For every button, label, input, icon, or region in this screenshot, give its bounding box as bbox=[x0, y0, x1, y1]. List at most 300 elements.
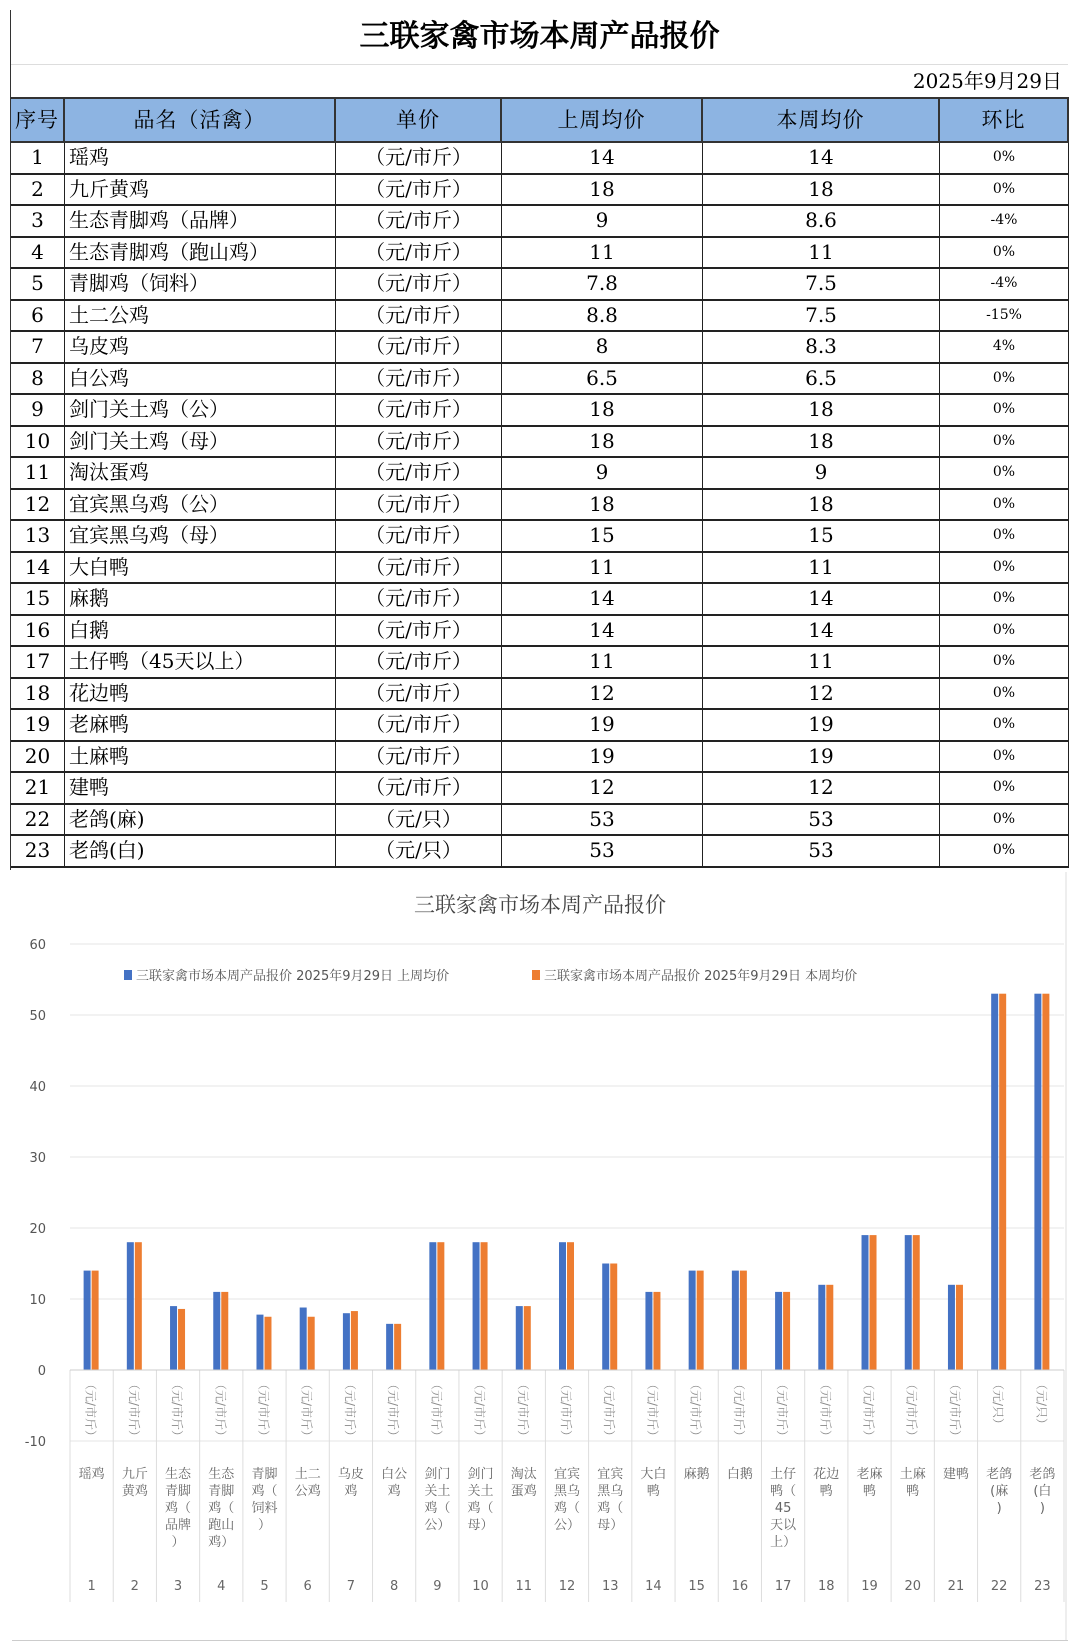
table-cell: 14 bbox=[502, 143, 703, 173]
table-cell: 0% bbox=[940, 773, 1069, 803]
y-tick-label: -10 bbox=[24, 1435, 46, 1450]
table-row bbox=[11, 521, 1069, 553]
table-cell: 麻鹅 bbox=[65, 584, 336, 614]
table-row bbox=[11, 805, 1069, 837]
category-label: 白公鸡 bbox=[381, 1467, 408, 1499]
table-row bbox=[11, 364, 1069, 396]
column-header: 本周均价 bbox=[703, 99, 940, 141]
bar-last-week bbox=[905, 1235, 912, 1370]
category-index: 14 bbox=[645, 1579, 662, 1594]
table-cell: 16 bbox=[11, 616, 65, 646]
table-cell: 15 bbox=[703, 521, 940, 551]
bar-this-week bbox=[870, 1235, 877, 1370]
table-cell: （元/只） bbox=[336, 836, 502, 866]
column-header: 序号 bbox=[11, 99, 65, 141]
column-header: 上周均价 bbox=[502, 99, 703, 141]
unit-label: （元/市斤） bbox=[775, 1378, 790, 1443]
bar-this-week bbox=[913, 1235, 920, 1370]
category-label: 剑门关土鸡（母） bbox=[467, 1467, 494, 1533]
bar-this-week bbox=[178, 1309, 185, 1370]
table-row bbox=[11, 679, 1069, 711]
unit-label: （元/市斤） bbox=[170, 1378, 185, 1443]
y-tick-label: 20 bbox=[29, 1222, 46, 1237]
table-cell: 11 bbox=[703, 647, 940, 677]
unit-label: （元/市斤） bbox=[386, 1378, 401, 1443]
unit-label: （元/市斤） bbox=[429, 1378, 444, 1443]
table-cell: 53 bbox=[703, 805, 940, 835]
bar-this-week bbox=[610, 1264, 617, 1371]
table-cell: -4% bbox=[940, 206, 1069, 236]
table-cell: （元/市斤） bbox=[336, 742, 502, 772]
bar-last-week bbox=[602, 1264, 609, 1371]
bar-this-week bbox=[783, 1292, 790, 1370]
table-row bbox=[11, 332, 1069, 364]
category-label: 麻鹅 bbox=[683, 1467, 710, 1482]
table-cell: 0% bbox=[940, 143, 1069, 173]
table-cell: 11 bbox=[703, 238, 940, 268]
bar-this-week bbox=[567, 1242, 574, 1370]
table-cell: 0% bbox=[940, 521, 1069, 551]
table-cell: 18 bbox=[703, 490, 940, 520]
category-index: 18 bbox=[818, 1579, 835, 1594]
table-row bbox=[11, 206, 1069, 238]
bar-last-week bbox=[1034, 994, 1041, 1370]
bar-this-week bbox=[351, 1311, 358, 1370]
category-index: 4 bbox=[217, 1579, 226, 1594]
category-index: 6 bbox=[303, 1579, 312, 1594]
table-cell: 14 bbox=[703, 616, 940, 646]
bar-last-week bbox=[170, 1306, 177, 1370]
category-label: 宜宾黑乌鸡（公） bbox=[553, 1467, 581, 1533]
table-cell: 9 bbox=[502, 458, 703, 488]
bar-this-week bbox=[308, 1317, 315, 1370]
table-cell: 17 bbox=[11, 647, 65, 677]
category-label: 剑门关土鸡（公） bbox=[424, 1467, 451, 1533]
table-row bbox=[11, 458, 1069, 490]
table-cell: 0% bbox=[940, 805, 1069, 835]
category-index: 7 bbox=[346, 1579, 356, 1594]
table-cell: 大白鸭 bbox=[65, 553, 336, 583]
table-cell: （元/只） bbox=[336, 805, 502, 835]
category-index: 19 bbox=[861, 1579, 878, 1594]
category-label: 淘汰蛋鸡 bbox=[510, 1467, 537, 1499]
table-cell: 1 bbox=[11, 143, 65, 173]
table-cell: （元/市斤） bbox=[336, 206, 502, 236]
table-cell: 9 bbox=[11, 395, 65, 425]
table-cell: 19 bbox=[502, 710, 703, 740]
table-cell: 3 bbox=[11, 206, 65, 236]
table-cell: 18 bbox=[11, 679, 65, 709]
category-index: 22 bbox=[990, 1579, 1008, 1594]
bar-last-week bbox=[862, 1235, 869, 1370]
table-cell: 11 bbox=[703, 553, 940, 583]
y-tick-label: 30 bbox=[29, 1151, 46, 1166]
unit-label: （元/市斤） bbox=[602, 1378, 617, 1443]
table-cell: 13 bbox=[11, 521, 65, 551]
table-cell: 生态青脚鸡（品牌） bbox=[65, 206, 336, 236]
table-cell: 0% bbox=[940, 836, 1069, 866]
table-cell: 12 bbox=[502, 773, 703, 803]
bar-this-week bbox=[92, 1271, 99, 1370]
legend-swatch bbox=[532, 970, 540, 980]
table-cell: （元/市斤） bbox=[336, 175, 502, 205]
table-cell: 10 bbox=[11, 427, 65, 457]
bar-this-week bbox=[740, 1271, 747, 1370]
table-cell: -4% bbox=[940, 269, 1069, 299]
column-header: 环比 bbox=[940, 99, 1069, 141]
table-row bbox=[11, 175, 1069, 207]
table-cell: 剑门关土鸡（母） bbox=[65, 427, 336, 457]
table-cell: 18 bbox=[502, 395, 703, 425]
table-cell: 6.5 bbox=[502, 364, 703, 394]
table-row bbox=[11, 395, 1069, 427]
bar-this-week bbox=[956, 1285, 963, 1370]
table-cell: 11 bbox=[502, 647, 703, 677]
table-cell: 0% bbox=[940, 490, 1069, 520]
table-cell: 0% bbox=[940, 427, 1069, 457]
table-cell: 0% bbox=[940, 616, 1069, 646]
unit-label: （元/市斤） bbox=[83, 1378, 98, 1443]
category-label: 九斤黄鸡 bbox=[121, 1467, 148, 1499]
y-tick-label: 60 bbox=[29, 938, 46, 953]
table-cell: 花边鸭 bbox=[65, 679, 336, 709]
bar-last-week bbox=[386, 1324, 393, 1370]
category-label: 乌皮鸡 bbox=[337, 1467, 364, 1499]
table-row bbox=[11, 773, 1069, 805]
table-cell: 0% bbox=[940, 175, 1069, 205]
table-cell: 9 bbox=[502, 206, 703, 236]
table-cell: 11 bbox=[502, 238, 703, 268]
category-index: 21 bbox=[947, 1579, 965, 1594]
table-cell: 淘汰蛋鸡 bbox=[65, 458, 336, 488]
unit-label: （元/只） bbox=[1034, 1378, 1049, 1431]
table-cell: 7 bbox=[11, 332, 65, 362]
y-tick-label: 50 bbox=[29, 1009, 46, 1024]
bar-last-week bbox=[213, 1292, 220, 1370]
bar-this-week bbox=[999, 994, 1006, 1370]
y-tick-label: 0 bbox=[37, 1364, 46, 1379]
category-index: 15 bbox=[688, 1579, 705, 1594]
table-cell: （元/市斤） bbox=[336, 616, 502, 646]
category-index: 13 bbox=[601, 1579, 619, 1594]
sheet-date: 2025年9月29日 bbox=[912, 69, 1062, 93]
table-cell: 8.3 bbox=[703, 332, 940, 362]
table-cell: 23 bbox=[11, 836, 65, 866]
table-cell: （元/市斤） bbox=[336, 553, 502, 583]
table-cell: （元/市斤） bbox=[336, 584, 502, 614]
table-row bbox=[11, 584, 1069, 616]
bar-last-week bbox=[429, 1242, 436, 1370]
bar-last-week bbox=[559, 1242, 566, 1370]
category-label: 花边鸭 bbox=[813, 1467, 840, 1499]
bar-last-week bbox=[775, 1292, 782, 1370]
table-cell: 0% bbox=[940, 395, 1069, 425]
unit-label: （元/市斤） bbox=[818, 1378, 833, 1443]
table-row bbox=[11, 710, 1069, 742]
bar-last-week bbox=[300, 1308, 307, 1370]
unit-label: （元/只） bbox=[991, 1378, 1006, 1431]
table-cell: 白公鸡 bbox=[65, 364, 336, 394]
table-row bbox=[11, 490, 1069, 522]
table-cell: 19 bbox=[11, 710, 65, 740]
table-cell: 乌皮鸡 bbox=[65, 332, 336, 362]
unit-label: （元/市斤） bbox=[559, 1378, 573, 1443]
table-cell: 15 bbox=[11, 584, 65, 614]
unit-label: （元/市斤） bbox=[472, 1378, 487, 1443]
y-tick-label: 40 bbox=[29, 1080, 46, 1095]
table-cell: 老鸽(白) bbox=[65, 836, 336, 866]
table-row bbox=[11, 836, 1069, 868]
category-label: 白鹅 bbox=[726, 1467, 753, 1482]
table-cell: （元/市斤） bbox=[336, 427, 502, 457]
unit-label: （元/市斤） bbox=[731, 1378, 746, 1443]
table-cell: 剑门关土鸡（公） bbox=[65, 395, 336, 425]
table-cell: 8.6 bbox=[703, 206, 940, 236]
table-cell: 4 bbox=[11, 238, 65, 268]
table-cell: -15% bbox=[940, 301, 1069, 331]
table-cell: 0% bbox=[940, 742, 1069, 772]
table-cell: 7.8 bbox=[502, 269, 703, 299]
table-cell: 0% bbox=[940, 647, 1069, 677]
table-header-row bbox=[11, 97, 1069, 143]
table-row bbox=[11, 238, 1069, 270]
unit-label: （元/市斤） bbox=[126, 1378, 141, 1443]
unit-label: （元/市斤） bbox=[861, 1378, 876, 1443]
bar-this-week bbox=[524, 1306, 531, 1370]
category-index: 2 bbox=[130, 1579, 139, 1594]
unit-label: （元/市斤） bbox=[645, 1378, 660, 1443]
bar-last-week bbox=[516, 1306, 523, 1370]
table-cell: 11 bbox=[11, 458, 65, 488]
table-row bbox=[11, 427, 1069, 459]
table-cell: 0% bbox=[940, 458, 1069, 488]
table-cell: 7.5 bbox=[703, 269, 940, 299]
table-cell: 生态青脚鸡（跑山鸡） bbox=[65, 238, 336, 268]
table-row bbox=[11, 301, 1069, 333]
bar-last-week bbox=[991, 994, 998, 1370]
category-label: 生态青脚鸡（跑山鸡） bbox=[208, 1467, 235, 1550]
bar-last-week bbox=[818, 1285, 825, 1370]
table-cell: 0% bbox=[940, 679, 1069, 709]
table-cell: （元/市斤） bbox=[336, 143, 502, 173]
column-header: 单价 bbox=[336, 99, 502, 141]
table-cell: 0% bbox=[940, 238, 1069, 268]
table-cell: （元/市斤） bbox=[336, 332, 502, 362]
column-header: 品名（活禽） bbox=[65, 99, 336, 141]
unit-label: （元/市斤） bbox=[299, 1378, 314, 1443]
category-index: 3 bbox=[173, 1579, 183, 1594]
bar-this-week bbox=[394, 1324, 401, 1370]
category-index: 12 bbox=[558, 1579, 576, 1594]
table-row bbox=[11, 143, 1069, 175]
table-cell: 9 bbox=[703, 458, 940, 488]
category-label: 土麻鸭 bbox=[899, 1467, 926, 1499]
table-cell: 土仔鸭（45天以上） bbox=[65, 647, 336, 677]
table-cell: 14 bbox=[11, 553, 65, 583]
unit-label: （元/市斤） bbox=[342, 1378, 357, 1443]
table-cell: 5 bbox=[11, 269, 65, 299]
table-cell: （元/市斤） bbox=[336, 364, 502, 394]
legend-label: 三联家禽市场本周产品报价 2025年9月29日 本周均价 bbox=[544, 969, 858, 984]
table-cell: 21 bbox=[11, 773, 65, 803]
table-cell: 15 bbox=[502, 521, 703, 551]
category-index: 11 bbox=[515, 1579, 533, 1594]
table-cell: （元/市斤） bbox=[336, 269, 502, 299]
table-cell: 0% bbox=[940, 710, 1069, 740]
category-index: 8 bbox=[389, 1579, 399, 1594]
category-label: 生态青脚鸡（品牌） bbox=[165, 1467, 192, 1550]
table-cell: 12 bbox=[703, 679, 940, 709]
table-cell: （元/市斤） bbox=[336, 490, 502, 520]
bar-last-week bbox=[84, 1271, 91, 1370]
table-cell: 11 bbox=[502, 553, 703, 583]
table-cell: 8 bbox=[502, 332, 703, 362]
table-cell: 7.5 bbox=[703, 301, 940, 331]
unit-label: （元/市斤） bbox=[213, 1378, 228, 1443]
table-cell: 8.8 bbox=[502, 301, 703, 331]
table-cell: 12 bbox=[502, 679, 703, 709]
table-cell: 14 bbox=[502, 584, 703, 614]
table-cell: 53 bbox=[502, 805, 703, 835]
bar-this-week bbox=[221, 1292, 228, 1370]
bar-this-week bbox=[826, 1285, 833, 1370]
table-row bbox=[11, 647, 1069, 679]
unit-label: （元/市斤） bbox=[688, 1378, 703, 1443]
unit-label: （元/市斤） bbox=[256, 1378, 271, 1443]
table-cell: 22 bbox=[11, 805, 65, 835]
bar-last-week bbox=[343, 1313, 350, 1370]
category-label: 老鸽(白) bbox=[1029, 1467, 1056, 1516]
category-label: 瑶鸡 bbox=[78, 1467, 105, 1482]
category-index: 20 bbox=[904, 1579, 922, 1594]
category-label: 大白鸭 bbox=[640, 1467, 667, 1499]
table-cell: （元/市斤） bbox=[336, 521, 502, 551]
table-cell: 土麻鸭 bbox=[65, 742, 336, 772]
bar-last-week bbox=[473, 1242, 480, 1370]
bar-last-week bbox=[732, 1271, 739, 1370]
table-cell: 白鹅 bbox=[65, 616, 336, 646]
bar-this-week bbox=[135, 1242, 142, 1370]
legend-swatch bbox=[124, 970, 132, 980]
chart-title: 三联家禽市场本周产品报价 bbox=[414, 893, 666, 917]
table-cell: 0% bbox=[940, 364, 1069, 394]
category-label: 青脚鸡（饲料） bbox=[251, 1467, 278, 1533]
table-cell: （元/市斤） bbox=[336, 238, 502, 268]
bar-last-week bbox=[256, 1315, 263, 1370]
table-cell: 6 bbox=[11, 301, 65, 331]
table-cell: 宜宾黑乌鸡（母） bbox=[65, 521, 336, 551]
bar-this-week bbox=[697, 1271, 704, 1370]
table-cell: （元/市斤） bbox=[336, 301, 502, 331]
table-cell: 0% bbox=[940, 584, 1069, 614]
price-chart bbox=[12, 872, 1068, 1641]
table-cell: 老鸽(麻) bbox=[65, 805, 336, 835]
table-cell: 14 bbox=[703, 143, 940, 173]
table-cell: 14 bbox=[502, 616, 703, 646]
table-cell: 宜宾黑乌鸡（公） bbox=[65, 490, 336, 520]
category-label: 土仔鸭（ 45 天以上） bbox=[770, 1467, 797, 1550]
table-cell: （元/市斤） bbox=[336, 679, 502, 709]
table-cell: 4% bbox=[940, 332, 1069, 362]
table-cell: 18 bbox=[703, 395, 940, 425]
table-cell: 12 bbox=[11, 490, 65, 520]
table-row bbox=[11, 742, 1069, 774]
table-cell: 53 bbox=[502, 836, 703, 866]
category-label: 土二公鸡 bbox=[294, 1467, 321, 1499]
table-cell: 12 bbox=[703, 773, 940, 803]
bar-this-week bbox=[481, 1242, 488, 1370]
table-row bbox=[11, 553, 1069, 585]
table-cell: （元/市斤） bbox=[336, 458, 502, 488]
sheet-title: 三联家禽市场本周产品报价 bbox=[11, 10, 1068, 65]
category-index: 17 bbox=[774, 1579, 792, 1594]
table-cell: 20 bbox=[11, 742, 65, 772]
unit-label: （元/市斤） bbox=[515, 1378, 530, 1443]
table-cell: 18 bbox=[703, 175, 940, 205]
table-cell: 土二公鸡 bbox=[65, 301, 336, 331]
table-cell: 19 bbox=[502, 742, 703, 772]
category-label: 宜宾黑乌鸡（母） bbox=[597, 1467, 624, 1533]
table-cell: 18 bbox=[502, 427, 703, 457]
category-index: 5 bbox=[260, 1579, 269, 1594]
bar-this-week bbox=[264, 1317, 271, 1370]
table-cell: 14 bbox=[703, 584, 940, 614]
table-row bbox=[11, 616, 1069, 648]
table-cell: 0% bbox=[940, 553, 1069, 583]
table-cell: 6.5 bbox=[703, 364, 940, 394]
price-table bbox=[11, 97, 1068, 868]
table-cell: 瑶鸡 bbox=[65, 143, 336, 173]
table-cell: （元/市斤） bbox=[336, 647, 502, 677]
table-cell: 19 bbox=[703, 710, 940, 740]
table-cell: 九斤黄鸡 bbox=[65, 175, 336, 205]
unit-label: （元/市斤） bbox=[904, 1378, 919, 1443]
price-sheet bbox=[10, 10, 1068, 870]
category-index: 10 bbox=[472, 1579, 489, 1594]
table-cell: 19 bbox=[703, 742, 940, 772]
table-cell: 8 bbox=[11, 364, 65, 394]
category-index: 9 bbox=[433, 1579, 442, 1594]
table-cell: （元/市斤） bbox=[336, 395, 502, 425]
bar-last-week bbox=[689, 1271, 696, 1370]
bar-last-week bbox=[645, 1292, 652, 1370]
table-cell: 建鸭 bbox=[65, 773, 336, 803]
bar-last-week bbox=[127, 1242, 134, 1370]
legend-label: 三联家禽市场本周产品报价 2025年9月29日 上周均价 bbox=[136, 969, 450, 984]
category-label: 老麻鸭 bbox=[856, 1467, 883, 1499]
table-cell: 53 bbox=[703, 836, 940, 866]
category-index: 16 bbox=[731, 1579, 749, 1594]
table-cell: 青脚鸡（饲料） bbox=[65, 269, 336, 299]
y-tick-label: 10 bbox=[29, 1293, 46, 1308]
table-cell: 18 bbox=[502, 175, 703, 205]
unit-label: （元/市斤） bbox=[947, 1378, 962, 1443]
table-cell: 老麻鸭 bbox=[65, 710, 336, 740]
table-cell: 18 bbox=[502, 490, 703, 520]
category-label: 老鸽(麻) bbox=[986, 1467, 1013, 1516]
table-row bbox=[11, 269, 1069, 301]
bar-this-week bbox=[437, 1242, 444, 1370]
category-label: 建鸭 bbox=[942, 1467, 969, 1482]
category-index: 23 bbox=[1034, 1579, 1051, 1594]
table-cell: 2 bbox=[11, 175, 65, 205]
table-cell: （元/市斤） bbox=[336, 773, 502, 803]
table-cell: 18 bbox=[703, 427, 940, 457]
table-cell: （元/市斤） bbox=[336, 710, 502, 740]
bar-last-week bbox=[948, 1285, 955, 1370]
category-index: 1 bbox=[87, 1579, 96, 1594]
bar-this-week bbox=[653, 1292, 660, 1370]
